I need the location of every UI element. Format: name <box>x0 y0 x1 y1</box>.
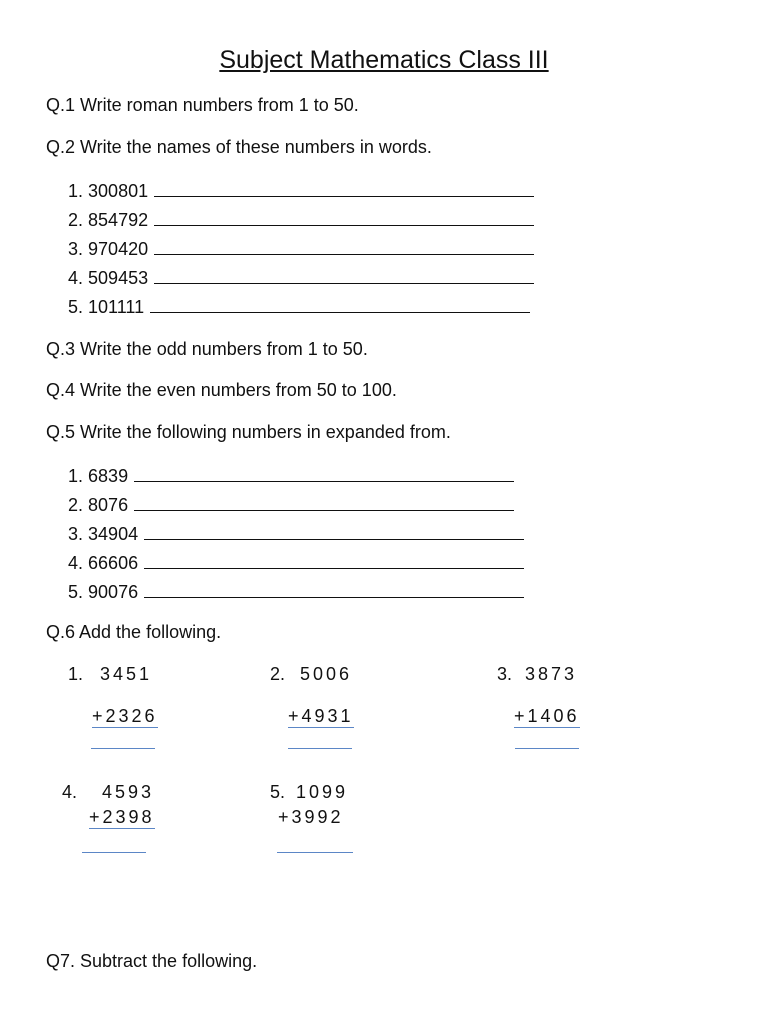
addition-problem-3-answer-line[interactable] <box>515 748 579 749</box>
q5-item-3 <box>68 523 524 545</box>
item-number: 3. <box>68 239 84 259</box>
addition-problem-4-bottom: +2398 <box>89 807 155 827</box>
q5-item-2 <box>68 494 514 516</box>
addition-problem-5-answer-line[interactable] <box>277 852 353 853</box>
answer-blank[interactable] <box>154 238 534 255</box>
question-7: Q7. Subtract the following. <box>46 951 258 971</box>
addition-problem-5-bottom: +3992 <box>278 807 344 827</box>
answer-blank[interactable] <box>144 581 524 598</box>
answer-blank[interactable] <box>134 465 514 482</box>
addition-problem-5-number: 5. <box>270 782 286 802</box>
item-value: 8076 <box>88 495 129 515</box>
question-1: Q.1 Write roman numbers from 1 to 50. <box>46 95 359 115</box>
item-value: 854792 <box>88 210 149 230</box>
item-value: 970420 <box>88 239 149 259</box>
answer-blank[interactable] <box>144 552 524 569</box>
q2-item-2 <box>68 209 534 231</box>
q5-item-5 <box>68 581 524 603</box>
item-value: 509453 <box>88 268 149 288</box>
item-value: 66606 <box>88 553 139 573</box>
q2-item-5 <box>68 296 530 318</box>
answer-blank[interactable] <box>150 296 530 313</box>
addition-problem-3-number: 3. <box>497 664 513 684</box>
answer-blank[interactable] <box>154 209 534 226</box>
q2-item-1 <box>68 180 534 202</box>
answer-blank[interactable] <box>134 494 514 511</box>
page-title: Subject Mathematics Class III <box>219 46 549 74</box>
question-2: Q.2 Write the names of these numbers in words. <box>46 137 432 157</box>
answer-blank[interactable] <box>144 523 524 540</box>
answer-blank[interactable] <box>154 267 534 284</box>
addition-problem-4-answer-line[interactable] <box>82 852 146 853</box>
item-number: 5. <box>68 582 84 602</box>
q2-item-3 <box>68 238 534 260</box>
addition-problem-3-bottom: +1406 <box>514 706 580 726</box>
addition-problem-2-top: 5006 <box>300 664 353 684</box>
answer-blank[interactable] <box>154 180 534 197</box>
item-number: 1. <box>68 181 84 201</box>
addition-problem-1-number: 1. <box>68 664 84 684</box>
item-number: 2. <box>68 210 84 230</box>
addition-problem-2-number: 2. <box>270 664 286 684</box>
question-3: Q.3 Write the odd numbers from 1 to 50. <box>46 339 368 359</box>
item-value: 90076 <box>88 582 139 602</box>
item-number: 1. <box>68 466 84 486</box>
addition-problem-3-top: 3873 <box>525 664 578 684</box>
addition-problem-2-bottom: +4931 <box>288 706 354 726</box>
q5-item-4 <box>68 552 524 574</box>
question-6: Q.6 Add the following. <box>46 622 222 642</box>
item-number: 4. <box>68 268 84 288</box>
item-number: 2. <box>68 495 84 515</box>
addition-problem-4-top: 4593 <box>102 782 155 802</box>
addition-problem-1-top: 3451 <box>100 664 153 684</box>
question-5: Q.5 Write the following numbers in expanded from. <box>46 422 451 442</box>
item-value: 6839 <box>88 466 129 486</box>
addition-problem-4-number: 4. <box>62 782 78 802</box>
q5-item-1 <box>68 465 514 487</box>
item-value: 101111 <box>88 297 145 317</box>
item-value: 34904 <box>88 524 139 544</box>
addition-problem-2-answer-line[interactable] <box>288 748 352 749</box>
q2-item-4 <box>68 267 534 289</box>
item-number: 5. <box>68 297 84 317</box>
item-number: 4. <box>68 553 84 573</box>
item-value: 300801 <box>88 181 149 201</box>
question-4: Q.4 Write the even numbers from 50 to 100. <box>46 380 397 400</box>
addition-problem-5-top: 1099 <box>296 782 349 802</box>
addition-problem-1-answer-line[interactable] <box>91 748 155 749</box>
addition-problem-1-bottom: +2326 <box>92 706 158 726</box>
item-number: 3. <box>68 524 84 544</box>
